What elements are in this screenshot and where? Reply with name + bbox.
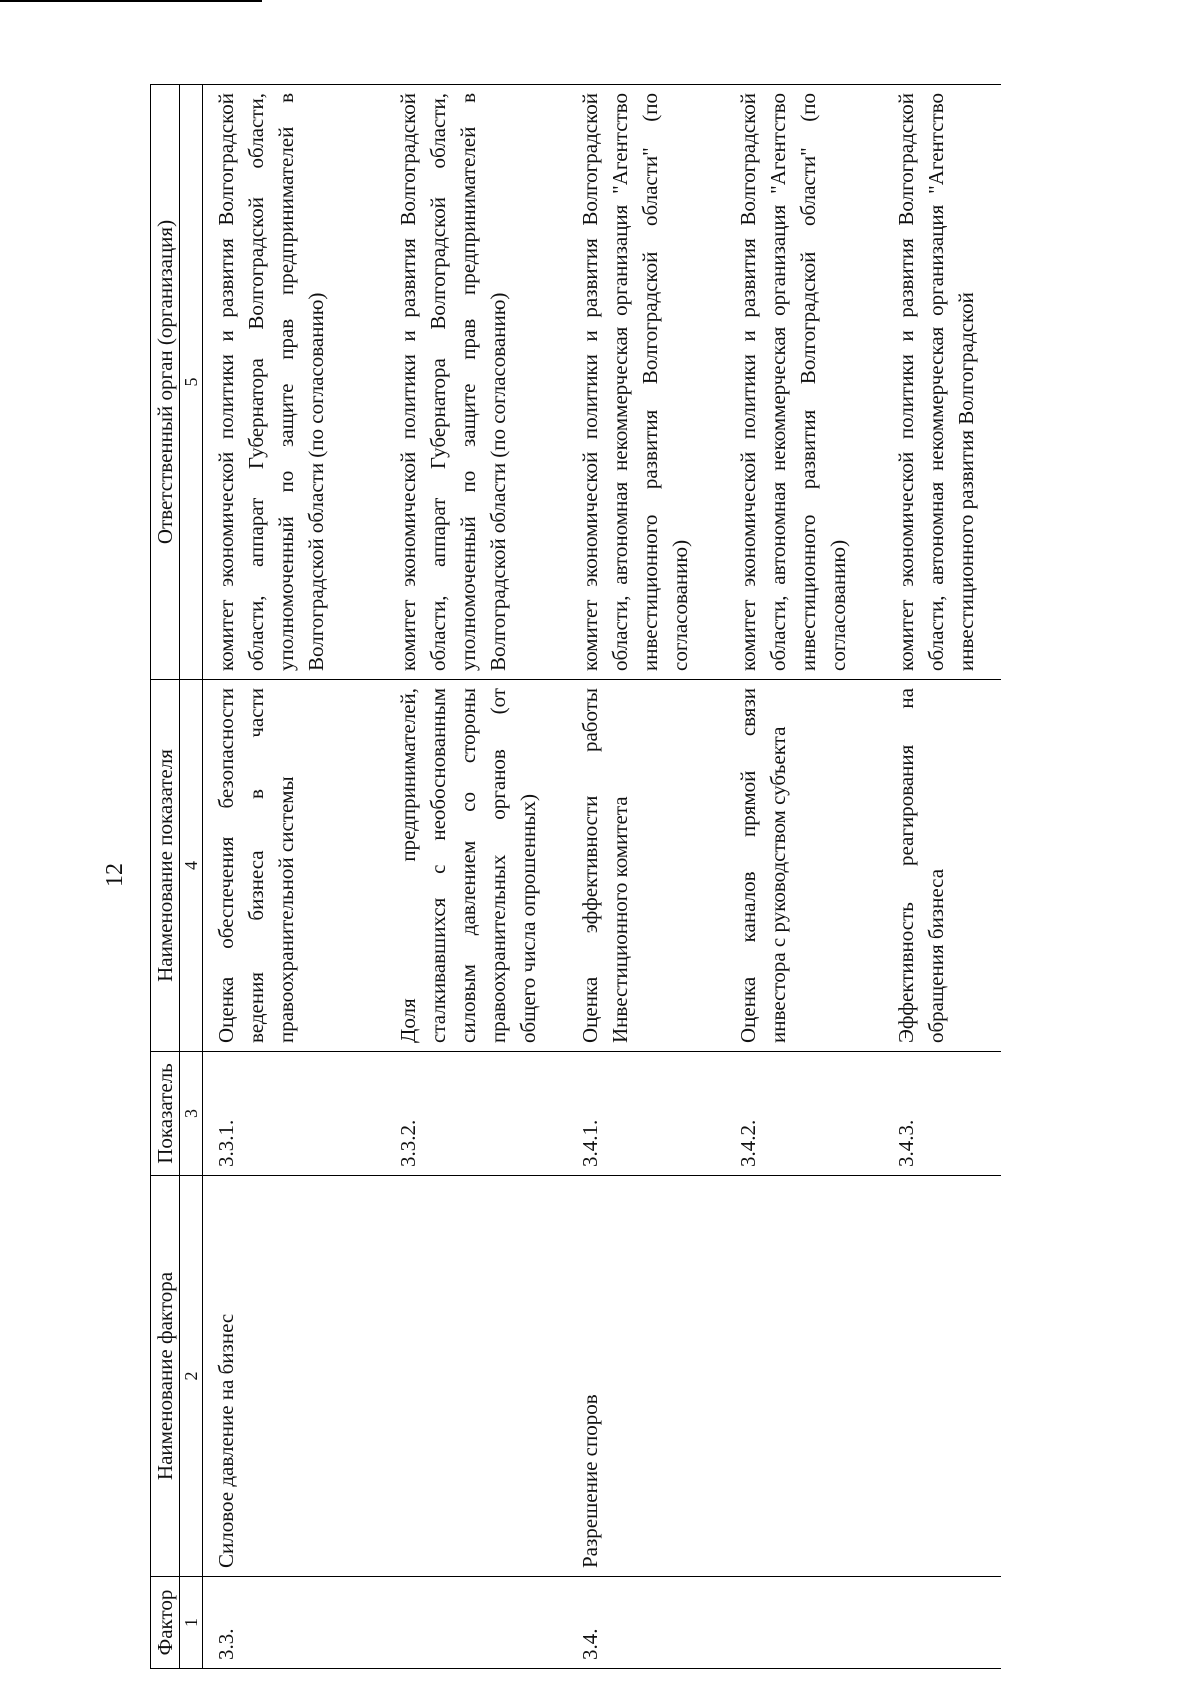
column-number: 5 — [180, 85, 203, 680]
cell-indicator: 3.4.3. — [883, 1052, 1001, 1176]
header-factor-name: Наименование фактора — [151, 1176, 180, 1577]
page-number: 12 — [102, 863, 128, 887]
cell-responsible: комитет экономической политики и развития Волгоградской области, аппарат Губернатора Волгоградской области, уполномоченный по защите прав предпринимателей в Волгоградской области (по согласованию) — [203, 85, 385, 680]
cell-responsible: комитет экономической политики и развития Волгоградской области, автономная некоммерческая организация "Агентство инвестиционного развития Волгоградской области" (по согласованию) — [725, 85, 883, 680]
cell-factor: 3.4. — [567, 1577, 725, 1669]
header-factor: Фактор — [151, 1577, 180, 1669]
cell-factor: 3.3. — [203, 1577, 385, 1669]
header-responsible: Ответственный орган (организация) — [151, 85, 180, 680]
column-number: 2 — [180, 1176, 203, 1577]
header-indicator: Показатель — [151, 1052, 180, 1176]
top-edge-line — [0, 0, 262, 2]
cell-factor — [883, 1577, 1001, 1669]
cell-factor-name: Силовое давление на бизнес — [203, 1176, 385, 1577]
indicators-table — [150, 84, 1001, 1669]
cell-indicator-name: Доля предпринимателей, сталкивавшихся с необоснованным силовым давлением со стороны правоохранительных органов (от общего числа опрошенных) — [385, 680, 567, 1052]
table-row — [725, 85, 883, 1669]
column-number: 4 — [180, 680, 203, 1052]
header-indicator-name: Наименование показателя — [151, 680, 180, 1052]
table-row — [203, 85, 385, 1669]
cell-indicator: 3.3.1. — [203, 1052, 385, 1176]
column-number-row — [180, 85, 203, 1669]
cell-indicator-name: Эффективность реагирования на обращения бизнеса — [883, 680, 1001, 1052]
cell-factor-name — [385, 1176, 567, 1577]
cell-indicator: 3.4.1. — [567, 1052, 725, 1176]
cell-factor-name: Разрешение споров — [567, 1176, 725, 1577]
cell-factor-name — [725, 1176, 883, 1577]
cell-responsible: комитет экономической политики и развития Волгоградской области, автономная некоммерческая организация "Агентство инвестиционного развития Волгоградской — [883, 85, 1001, 680]
column-number: 3 — [180, 1052, 203, 1176]
cell-factor — [725, 1577, 883, 1669]
table-header-row — [151, 85, 180, 1669]
rotated-table-container — [150, 85, 1000, 1669]
cell-indicator-name: Оценка эффективности работы Инвестиционного комитета — [567, 680, 725, 1052]
cell-indicator: 3.3.2. — [385, 1052, 567, 1176]
cell-factor — [385, 1577, 567, 1669]
column-number: 1 — [180, 1577, 203, 1669]
cell-indicator-name: Оценка обеспечения безопасности ведения бизнеса в части правоохранительной системы — [203, 680, 385, 1052]
cell-responsible: комитет экономической политики и развития Волгоградской области, автономная некоммерческая организация "Агентство инвестиционного развития Волгоградской области" (по согласованию) — [567, 85, 725, 680]
cell-indicator: 3.4.2. — [725, 1052, 883, 1176]
cell-indicator-name: Оценка каналов прямой связи инвестора с руководством субъекта — [725, 680, 883, 1052]
cell-responsible: комитет экономической политики и развития Волгоградской области, аппарат Губернатора Волгоградской области, уполномоченный по защите прав предпринимателей в Волгоградской области (по согласованию) — [385, 85, 567, 680]
table-row — [567, 85, 725, 1669]
table-row — [883, 85, 1001, 1669]
table-row — [385, 85, 567, 1669]
cell-factor-name — [883, 1176, 1001, 1577]
